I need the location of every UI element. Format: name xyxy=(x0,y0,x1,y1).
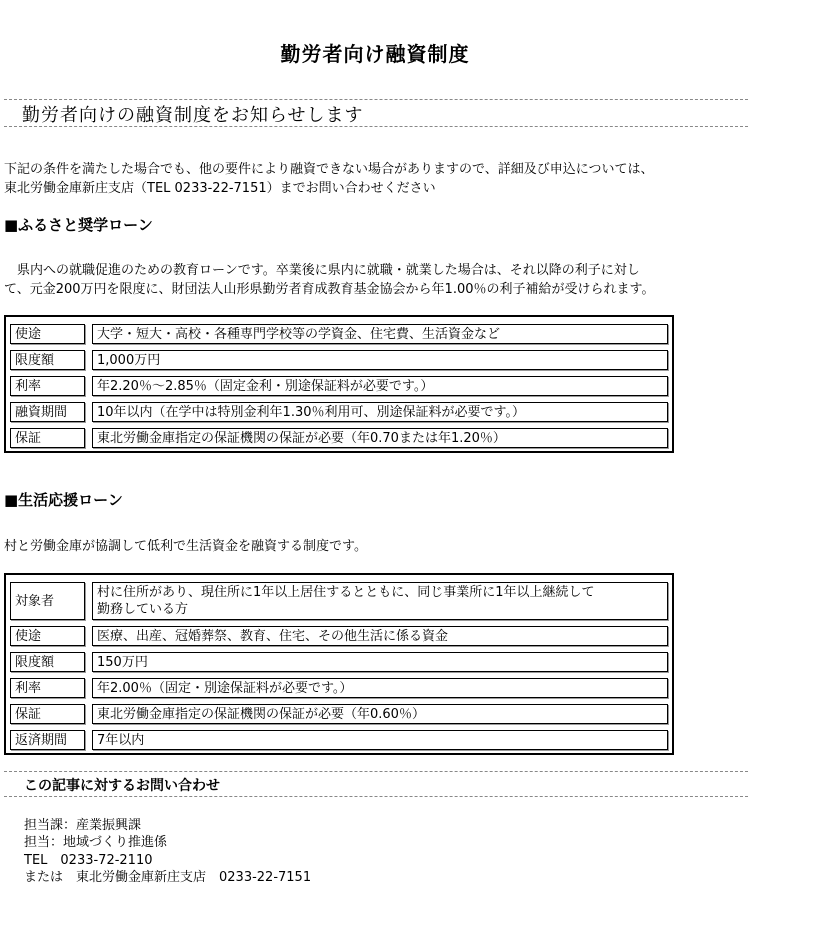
row-label: 返済期間 xyxy=(10,730,85,750)
furusato-desc-line-1: 県内への就職促進のための教育ローンです。卒業後に県内に就職・就業した場合は、それ以降の利子に対し xyxy=(4,263,640,278)
row-label: 保証 xyxy=(10,704,85,724)
table-row xyxy=(10,402,668,422)
row-value: 大学・短大・高校・各種専門学校等の学資金、住宅費、生活資金など xyxy=(92,324,668,344)
row-label: 対象者 xyxy=(10,582,85,620)
row-value: 7年以内 xyxy=(92,730,668,750)
target-line-2: 勤務している方 xyxy=(97,602,189,617)
row-label: 利率 xyxy=(10,376,85,396)
subtitle-band xyxy=(4,99,748,127)
contact-heading: この記事に対するお問い合わせ xyxy=(24,778,220,794)
furusato-desc-line-2: て、元金200万円を限度に、財団法人山形県勤労者育成教育基金協会から年1.00％の利子補給が受けられます。 xyxy=(4,282,655,297)
table-row xyxy=(10,626,668,646)
row-label: 使途 xyxy=(10,626,85,646)
contact-department: 担当課：産業振興課 xyxy=(24,818,142,833)
row-label: 使途 xyxy=(10,324,85,344)
row-label: 利率 xyxy=(10,678,85,698)
row-label: 保証 xyxy=(10,428,85,448)
row-value: 東北労働金庫指定の保証機関の保証が必要（年0.70または年1.20％） xyxy=(92,428,668,448)
table-row xyxy=(10,324,668,344)
page-title: 勤労者向け融資制度 xyxy=(280,42,470,66)
table-row xyxy=(10,350,668,370)
table-row xyxy=(10,730,668,750)
row-value: 150万円 xyxy=(92,652,668,672)
contact-bank: または 東北労働金庫新庄支店 0233-22-7151 xyxy=(24,870,312,885)
intro-line-1: 下記の条件を満たした場合でも、他の要件により融資できない場合がありますので、詳細及び申込については、 xyxy=(4,162,654,177)
seikatsu-heading: ■生活応援ローン xyxy=(4,491,123,509)
contact-band xyxy=(4,771,748,797)
row-value: 東北労働金庫指定の保証機関の保証が必要（年0.60％） xyxy=(92,704,668,724)
intro-text xyxy=(4,160,653,198)
furusato-heading: ■ふるさと奨学ローン xyxy=(4,216,153,234)
table-row xyxy=(10,582,668,620)
row-label: 限度額 xyxy=(10,350,85,370)
target-line-1: 村に住所があり、現住所に1年以上居住するとともに、同じ事業所に1年以上継続して xyxy=(97,585,595,600)
intro-line-2: 東北労働金庫新庄支店（TEL 0233-22-7151）までお問い合わせください xyxy=(4,181,436,196)
table-row xyxy=(10,678,668,698)
row-value: 年2.20％～2.85％（固定金利・別途保証料が必要です。） xyxy=(92,376,668,396)
contact-phone: TEL 0233-72-2110 xyxy=(24,853,153,868)
furusato-table xyxy=(4,315,674,453)
row-value xyxy=(92,582,668,620)
table-row xyxy=(10,428,668,448)
row-label: 限度額 xyxy=(10,652,85,672)
row-value: 10年以内（在学中は特別金利年1.30％利用可、別途保証料が必要です。） xyxy=(92,402,668,422)
row-value: 年2.00％（固定・別途保証料が必要です。） xyxy=(92,678,668,698)
contact-section: 担当：地域づくり推進係 xyxy=(24,835,168,850)
furusato-description xyxy=(4,261,654,299)
seikatsu-table xyxy=(4,573,674,755)
seikatsu-description: 村と労働金庫が協調して低利で生活資金を融資する制度です。 xyxy=(4,539,367,554)
row-label: 融資期間 xyxy=(10,402,85,422)
table-row xyxy=(10,376,668,396)
table-row xyxy=(10,652,668,672)
subtitle-text: 勤労者向けの融資制度をお知らせします xyxy=(22,105,364,126)
row-value: 1,000万円 xyxy=(92,350,668,370)
table-row xyxy=(10,704,668,724)
row-value: 医療、出産、冠婚葬祭、教育、住宅、その他生活に係る資金 xyxy=(92,626,668,646)
